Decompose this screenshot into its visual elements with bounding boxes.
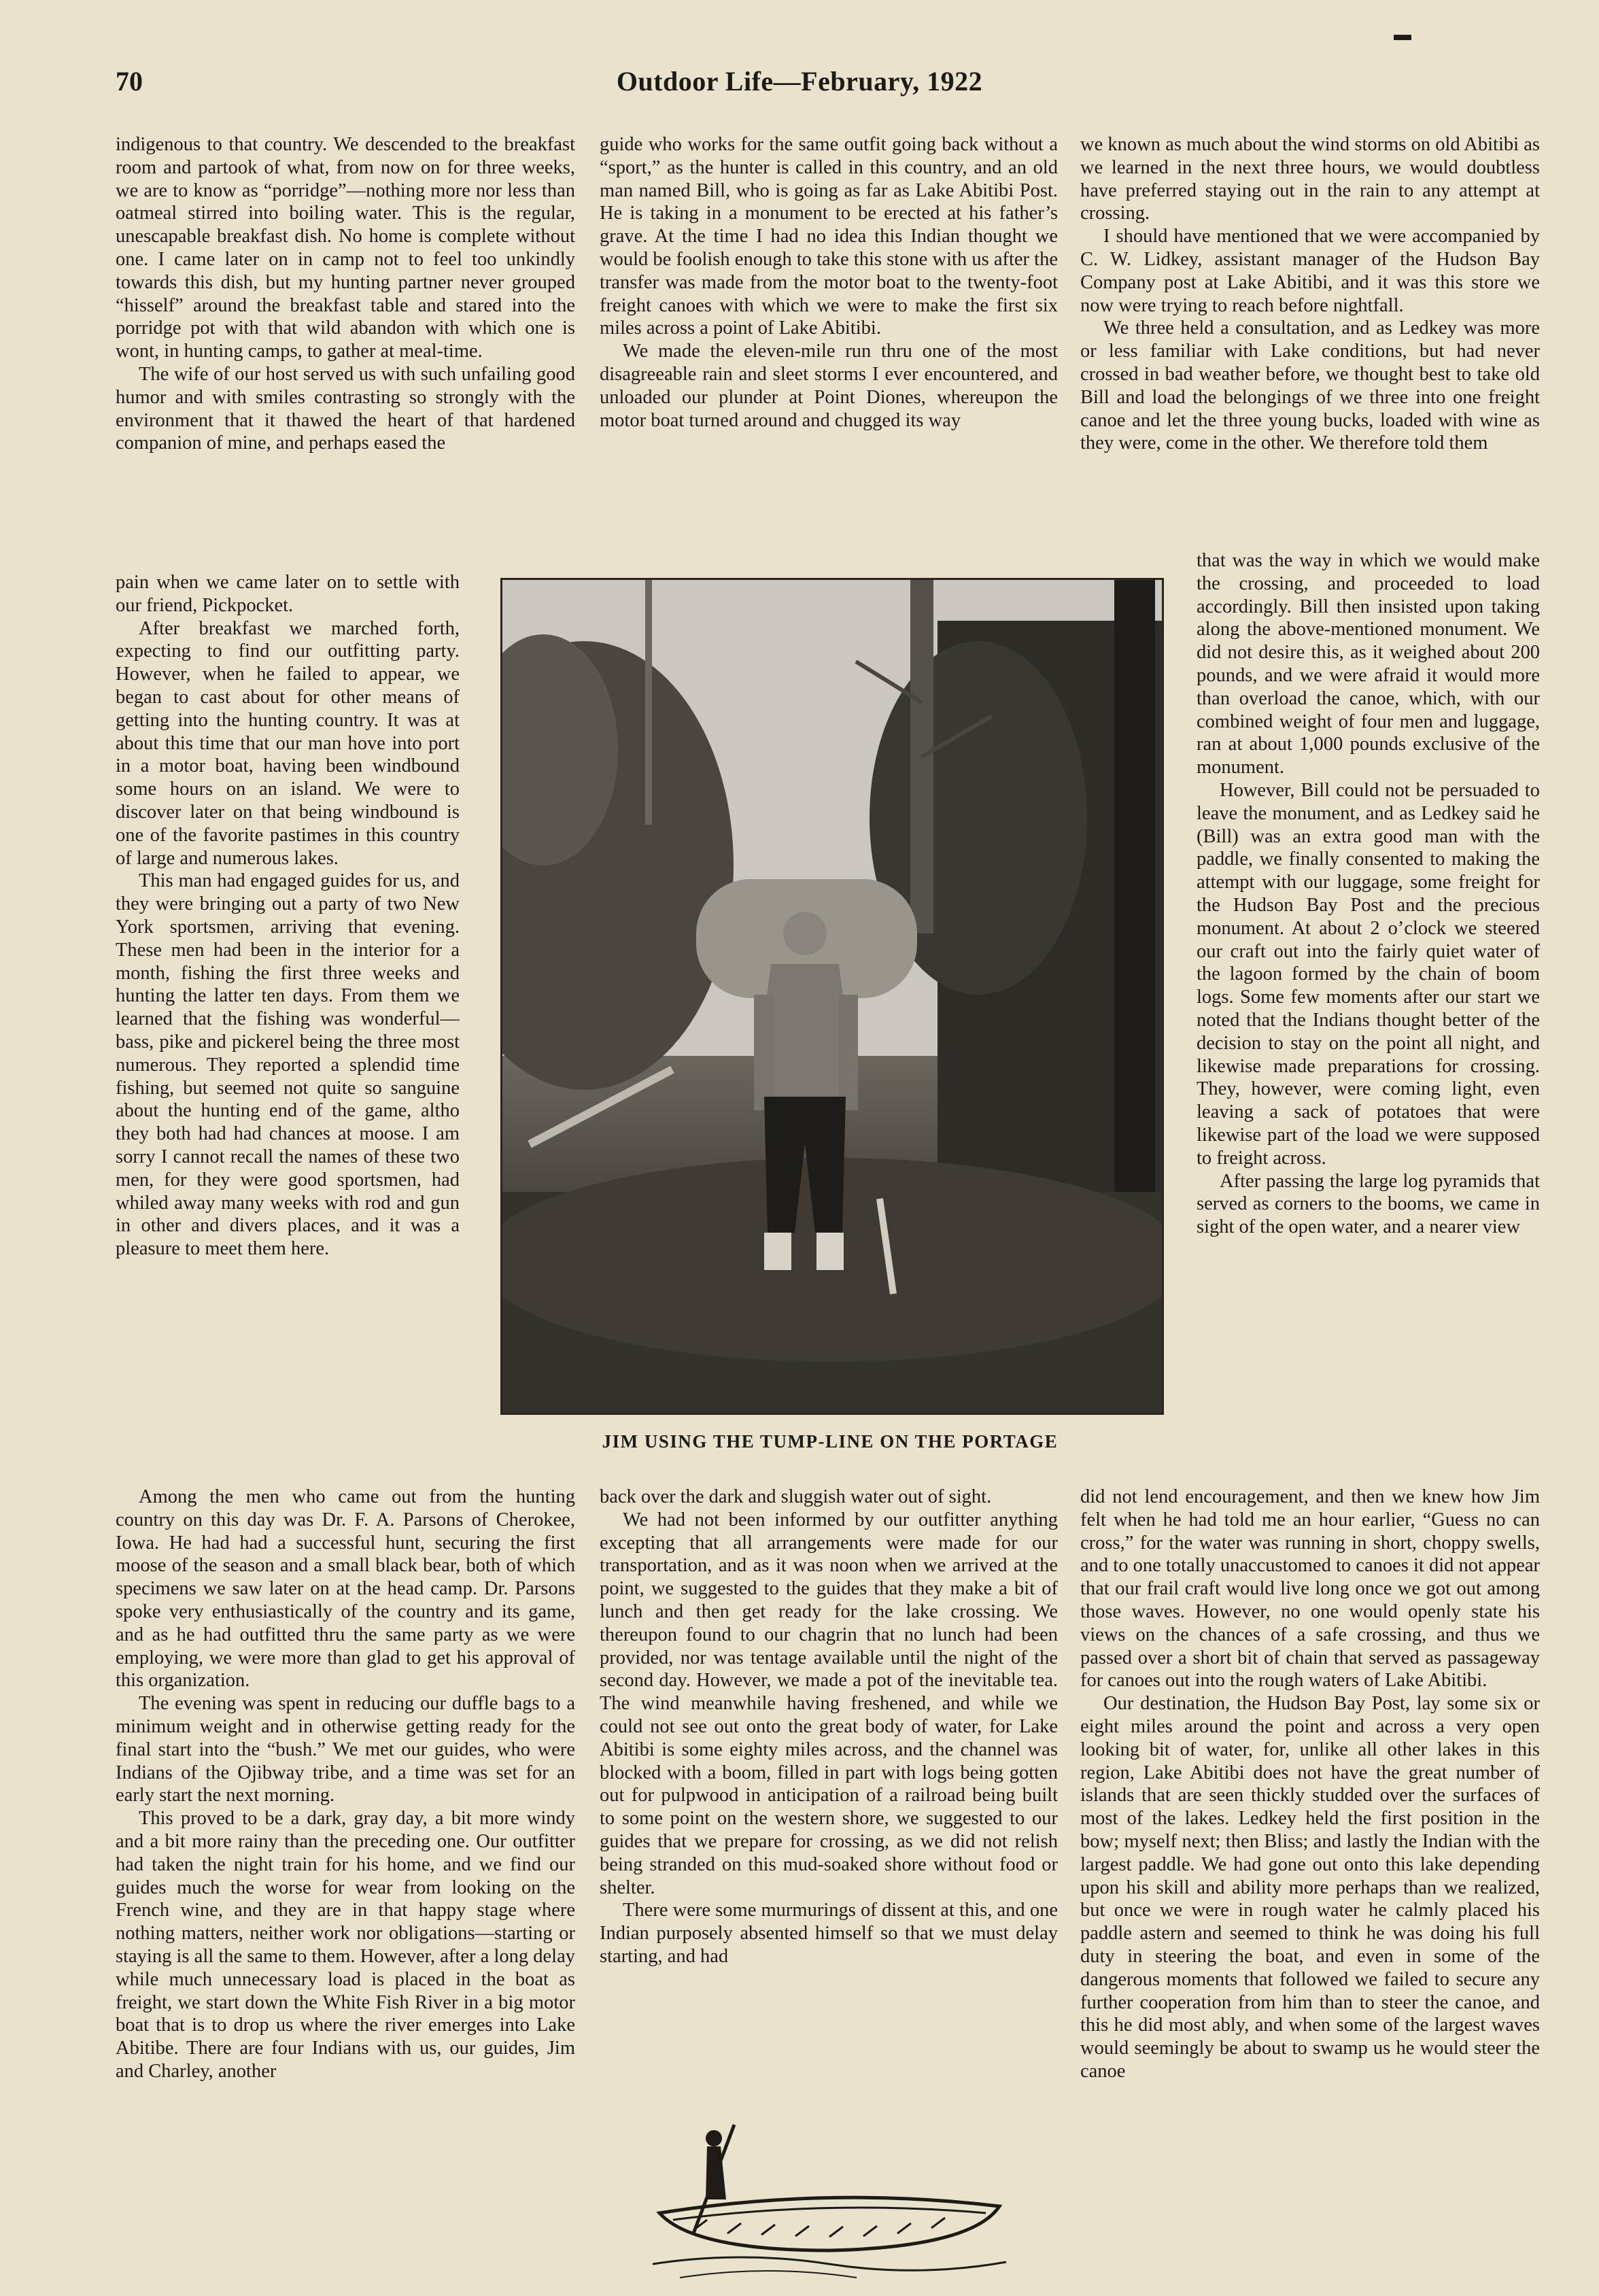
photo-illustration (502, 580, 1162, 1413)
column-3-upper (1080, 133, 1540, 549)
paragraph: We had not been informed by our outfitter anything excepting that all arrangements were made for our transportation, and as it was noon when we arrived at the point, we suggested to the guides that they make a bit of lunch and then get ready for the lake crossing. We thereupon found to our chagrin that no lunch had been provided, nor was tentage available until the night of the second day. However, we made a pot of the inevitable tea. The wind meanwhile having freshened, and while we could not see out onto the great body of water, for Lake Abitibi is some eighty miles across, and the channel was blocked with a boom, filled in part with logs being gotten out for pulpwood in anticipation of a railroad being built to some point on the western shore, we suggested to our guides that we prepare for crossing, as we did not relish being stranded on this mud-soaked shore without food or shelter. (600, 1509, 1058, 1898)
paragraph: Among the men who came out from the hunting country on this day was Dr. F. A. Parsons of Cherokee, Iowa. He had had a successful hunt, securing the first moose of the season and a small black bear, both of which specimens we saw later on at the head camp. Dr. Parsons spoke very enthusiastically of the country and its game, and as he had outfitted thru the same party as we were employing, we were more than glad to get his approval of this organization. (116, 1486, 575, 1692)
column-3-narrow (1197, 549, 1540, 1486)
ink-mark-icon: ▬ (1394, 24, 1411, 44)
paragraph: Our destination, the Hudson Bay Post, lay some six or eight miles around the point and across a very open looking bit of water, for, unlike all other lakes in this region, Lake Abitibi does not have the great number of islands that are seen thickly studded over the surfaces of most of the lakes. Ledkey held the first position in the bow; myself next; then Bliss; and lastly the Indian with the largest paddle. We had gone out onto this lake depending upon his skill and ability more perhaps than we realized, but once we were in rough water he calmly placed his paddle astern and seemed to think he was doing his full duty in steering the boat, and even in some of the dangerous moments that followed we failed to secure any further cooperation from him than to steer the canoe, and this he did most ably, and when some of the largest waves would seemingly be about to swamp us he would steer the canoe (1080, 1693, 1540, 2082)
paragraph: There were some murmurings of dissent at this, and one Indian purposely absented himself so that we must delay starting, and had (600, 1900, 1058, 1967)
canoe-vignette-icon (653, 2111, 1013, 2288)
column-3-lower (1080, 1486, 1540, 2261)
page-title: Outdoor Life—February, 1922 (616, 66, 983, 97)
paragraph: The evening was spent in reducing our duffle bags to a minimum weight and in otherwise getting ready for the final start into the “bush.” We met our guides, who were Indians of the Ojibway tribe, and a time was set for an early start the next morning. (116, 1693, 575, 1806)
column-2-lower (600, 1486, 1058, 2118)
paragraph: After passing the large log pyramids that served as corners to the booms, we came in sight of the open water, and a nearer view (1197, 1170, 1540, 1238)
column-1-narrow (116, 571, 460, 1486)
paragraph: guide who works for the same outfit going back without a “sport,” as the hunter is called in this country, and an old man named Bill, who is going as far as Lake Abitibi Post. He is taking in a monument to be erected at his father’s grave. At the time I had no idea this Indian thought we would be foolish enough to take this stone with us after the transfer was made from the motor boat to the twenty-foot freight canoes with which we were to make the first six miles across a point of Lake Abitibi. (600, 134, 1058, 339)
portage-photo (500, 578, 1164, 1415)
paragraph: did not lend encouragement, and then we knew how Jim felt when he had told me an hour earlier, “Guess no can cross,” for the water was running in short, choppy swells, and to one totally unaccustomed to canoes it did not appear that our frail craft would live long once we got out among those waves. However, no one would openly state his views on the chances of a safe crossing, and thus we passed over a short bit of chain that served as passageway for canoes out into the rough waters of Lake Abitibi. (1080, 1486, 1540, 1692)
paragraph: However, Bill could not be persuaded to leave the monument, and as Ledkey said he (Bill) was an extra good man with the paddle, we finally consented to making the attempt with our luggage, some freight for the Hudson Bay Post and the precious monument. At about 2 o’clock we steered our craft out into the fairly quiet water of the lagoon formed by the chain of boom logs. Some few moments after our start we noted that the Indians thought better of the decision to stay on the point all night, and likewise made preparations for crossing. They, however, were coming light, even leaving a sack of potatoes that were likewise part of the load we were supposed to freight across. (1197, 779, 1540, 1169)
photo-caption: JIM USING THE TUMP-LINE ON THE PORTAGE (602, 1431, 1059, 1452)
paragraph: This man had engaged guides for us, and they were bringing out a party of two New York sportsmen, arriving that evening. These men had been in the interior for a month, fishing the first three weeks and hunting the latter ten days. From them we learned that the fishing was wonderful—bass, pike and pickerel being the three most numerous. They reported a splendid time fishing, but seemed not quite so sanguine about the hunting end of the game, altho they both had had chances at moose. I am sorry I cannot recall the names of these two men, for they were good sportsmen, had whiled away many weeks with rod and gun in other and divers places, and it was a pleasure to meet them here. (116, 870, 460, 1260)
paragraph: I should have mentioned that we were accompanied by C. W. Lidkey, assistant manager of the Hudson Bay Company post at Lake Abitibi, and it was this store we now were trying to reach before nightfall. (1080, 226, 1540, 316)
paragraph: We three held a consultation, and as Ledkey was more or less familiar with Lake conditions, but had never crossed in bad weather before, we thought best to take old Bill and load the belongings of we three into one freight canoe and let the three young bucks, loaded with wine as they were, come in the other. We therefore told them (1080, 318, 1540, 454)
paragraph: We made the eleven-mile run thru one of the most disagreeable rain and sleet storms I ever encountered, and unloaded our plunder at Point Diones, whereupon the motor boat turned around and chugged its way (600, 341, 1058, 431)
paragraph: After breakfast we marched forth, expecting to find our outfitting party. However, when he failed to appear, we began to cast about for other means of getting into the hunting country. It was at about this time that our man hove into port in a motor boat, having been windbound some hours on an island. We were to discover later on that being windbound is one of the favorite pastimes in this country of large and numerous lakes. (116, 617, 460, 869)
column-1-lower (116, 1486, 575, 2261)
paragraph: This proved to be a dark, gray day, a bit more windy and a bit more rainy than the preceding one. Our outfitter had taken the night train for his home, and we find our guides much the worse for wear from looking on the French wine, and they are in that happy stage where nothing matters, neither work nor obligations—starting or staying is all the same to them. However, after a long delay while much unnecessary load is placed in the boat as freight, we start down the White Fish River in a big motor boat that is to drop us where the river emerges into Lake Abitibe. There are four Indians with us, our guides, Jim and Charley, another (116, 1808, 575, 2082)
column-2-upper (600, 133, 1058, 555)
paragraph: The wife of our host served us with such unfailing good humor and with smiles contrasting so strongly with the environment that it thawed the heart of that hardened companion of mine, and perhaps eased the (116, 363, 575, 454)
page-number: 70 (116, 66, 143, 97)
paragraph: indigenous to that country. We descended to the breakfast room and partook of what, from now on for three weeks, we are to know as “porridge”—nothing more nor less than oatmeal stirred into boiling water. This is the regular, unescapable breakfast dish. No home is complete without one. I came later on in camp not to feel too unkindly towards this dish, but my hunting partner never grouped “hisself” around the breakfast table and stared into the porridge pot with that wild abandon with which one is wont, in hunting camps, to gather at meal-time. (116, 134, 575, 362)
paragraph: back over the dark and sluggish water out of sight. (600, 1486, 992, 1507)
paragraph: pain when we came later on to settle with our friend, Pickpocket. (116, 572, 460, 616)
paragraph: that was the way in which we would make the crossing, and proceeded to load accordingly. Bill then insisted upon taking along the above-mentioned monument. We did not desire this, as it weighed about 200 pounds, and we were afraid it would more than overload the canoe, which, with our combined weight of four men and luggage, ran at about 1,000 pounds exclusive of the monument. (1197, 550, 1540, 778)
column-1-upper (116, 133, 575, 572)
paragraph: we known as much about the wind storms on old Abitibi as we learned in the next three hours, we would doubtless have preferred staying out in the rain to any attempt at crossing. (1080, 134, 1540, 224)
